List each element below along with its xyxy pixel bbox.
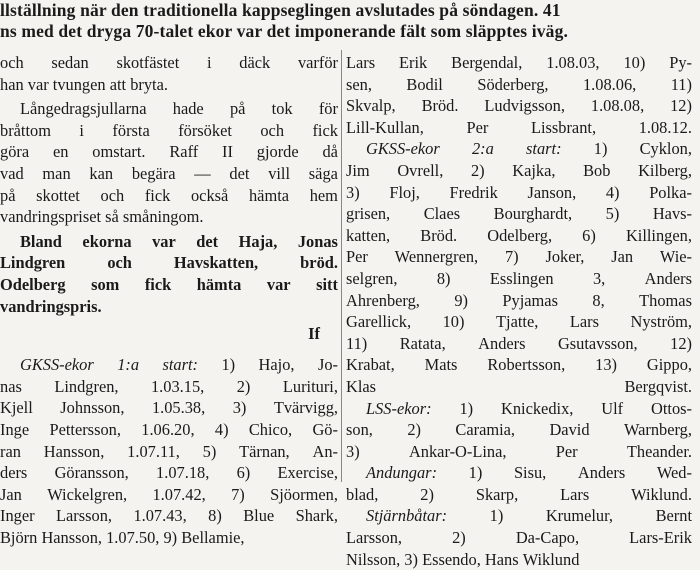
headline-line-2: ns med det dryga 70-talet ekor var det imponerande fält som släpptes iväg.	[0, 21, 568, 41]
paragraph-skotfaste	[0, 52, 338, 95]
text-line: 11) Ratata, Anders Gsutavsson, 12)	[346, 333, 692, 353]
paragraph-ekor-vandringspris	[0, 231, 338, 317]
text-line: Lill-Kullan, Per Lissbrant, 1.08.12.	[346, 117, 692, 137]
text-line: sen, Bodil Söderberg, 1.08.06, 11)	[346, 74, 692, 94]
text-line: son, 2) Caramia, David Warnberg,	[346, 420, 692, 440]
text-line: Ahrenberg, 9) Pyjamas 8, Thomas	[346, 290, 692, 310]
text-line: Krabat, Mats Robertsson, 13) Gippo,	[346, 355, 692, 375]
text-line: göra en omstart. Raff II gjorde då	[0, 142, 338, 162]
text-line: Andungar: 1) Sisu, Anders Wed-	[366, 463, 692, 483]
text-line: Inge Pettersson, 1.06.20, 4) Chico, Gö-	[0, 419, 338, 439]
left-column	[0, 52, 338, 548]
headline-line-1: llställning när den traditionella kappseglingen avslutades på söndagen. 41	[0, 0, 561, 20]
headline	[0, 0, 700, 42]
text-line: Skvalp, Bröd. Ludvigsson, 1.08.08, 12)	[346, 96, 692, 116]
paragraph-langedragsjullar	[0, 98, 338, 228]
text-line: 3) Floj, Fredrik Janson, 4) Polka-	[346, 182, 692, 202]
text-line: GKSS-ekor 2:a start: 1) Cyklon,	[366, 139, 692, 159]
text-line: vad man kan begära — det vill säga	[0, 163, 338, 183]
text-line: Garellick, 10) Tjatte, Lars Nyström,	[346, 312, 692, 332]
spacer	[0, 346, 338, 354]
text-line: Nilsson, 3) Essendo, Hans Wiklund	[346, 549, 580, 569]
text-line: bråttom i första försöket och fick	[0, 120, 338, 140]
text-line: Kjell Johnsson, 1.05.38, 3) Tvärvigg,	[0, 398, 338, 418]
text-line: GKSS-ekor 1:a start: 1) Hajo, Jo-	[20, 355, 338, 375]
text-line: grisen, Claes Bourghardt, 5) Havs-	[346, 204, 692, 224]
text-line: LSS-ekor: 1) Knickedix, Ulf Ottos-	[366, 398, 692, 418]
text-line: Lars Erik Bergendal, 1.08.03, 10) Py-	[346, 53, 692, 72]
text-line: Stjärnbåtar: 1) Krumelur, Bernt	[366, 506, 692, 526]
text-line: Odelberg som fick hämta var sitt	[0, 274, 338, 294]
text-line: han var tvungen att bryta.	[0, 74, 168, 94]
results-gkss-first-start	[0, 354, 338, 548]
text-line: vandringspris.	[0, 296, 102, 316]
text-line: Larsson, 2) Da-Capo, Lars-Erik	[346, 528, 692, 548]
text-line: Klas Bergqvist.	[346, 376, 692, 396]
text-line: ders Göransson, 1.07.18, 6) Exercise,	[0, 463, 338, 483]
text-line: Lindgren och Havskatten, bröd.	[0, 253, 338, 273]
text-line: ran Hansson, 1.07.11, 5) Tärnan, An-	[0, 441, 338, 461]
text-line: Inger Larsson, 1.07.43, 8) Blue Shark,	[0, 506, 338, 526]
author-signature: If	[308, 324, 320, 344]
right-column	[346, 52, 692, 570]
text-line: 3) Ankar-O-Lina, Per Theander.	[346, 441, 692, 461]
text-line: Björn Hansson, 1.07.50, 9) Bellamie,	[0, 527, 245, 547]
text-line: på skottet och fick också hämta hem	[0, 185, 338, 205]
text-line: vandringspriset så småningom.	[0, 207, 204, 227]
text-line: Jim Ovrell, 2) Kajka, Bob Kilberg,	[346, 160, 692, 180]
text-line: katten, Bröd. Odelberg, 6) Killingen,	[346, 225, 692, 245]
text-line: Bland ekorna var det Haja, Jonas	[20, 231, 338, 251]
text-line: Långedragsjullarna hade på tok för	[20, 99, 338, 119]
text-line: och sedan skotfästet i däck varför	[0, 53, 338, 72]
text-line: nas Lindgren, 1.03.15, 2) Lurituri,	[0, 376, 338, 396]
text-line: blad, 2) Skarp, Lars Wiklund.	[346, 484, 692, 504]
column-divider	[341, 50, 342, 482]
text-line: Jan Wickelgren, 1.07.42, 7) Sjöormen,	[0, 484, 338, 504]
text-line: Per Wennergren, 7) Joker, Jan Wie-	[346, 247, 692, 267]
text-line: selgren, 8) Esslingen 3, Anders	[346, 268, 692, 288]
